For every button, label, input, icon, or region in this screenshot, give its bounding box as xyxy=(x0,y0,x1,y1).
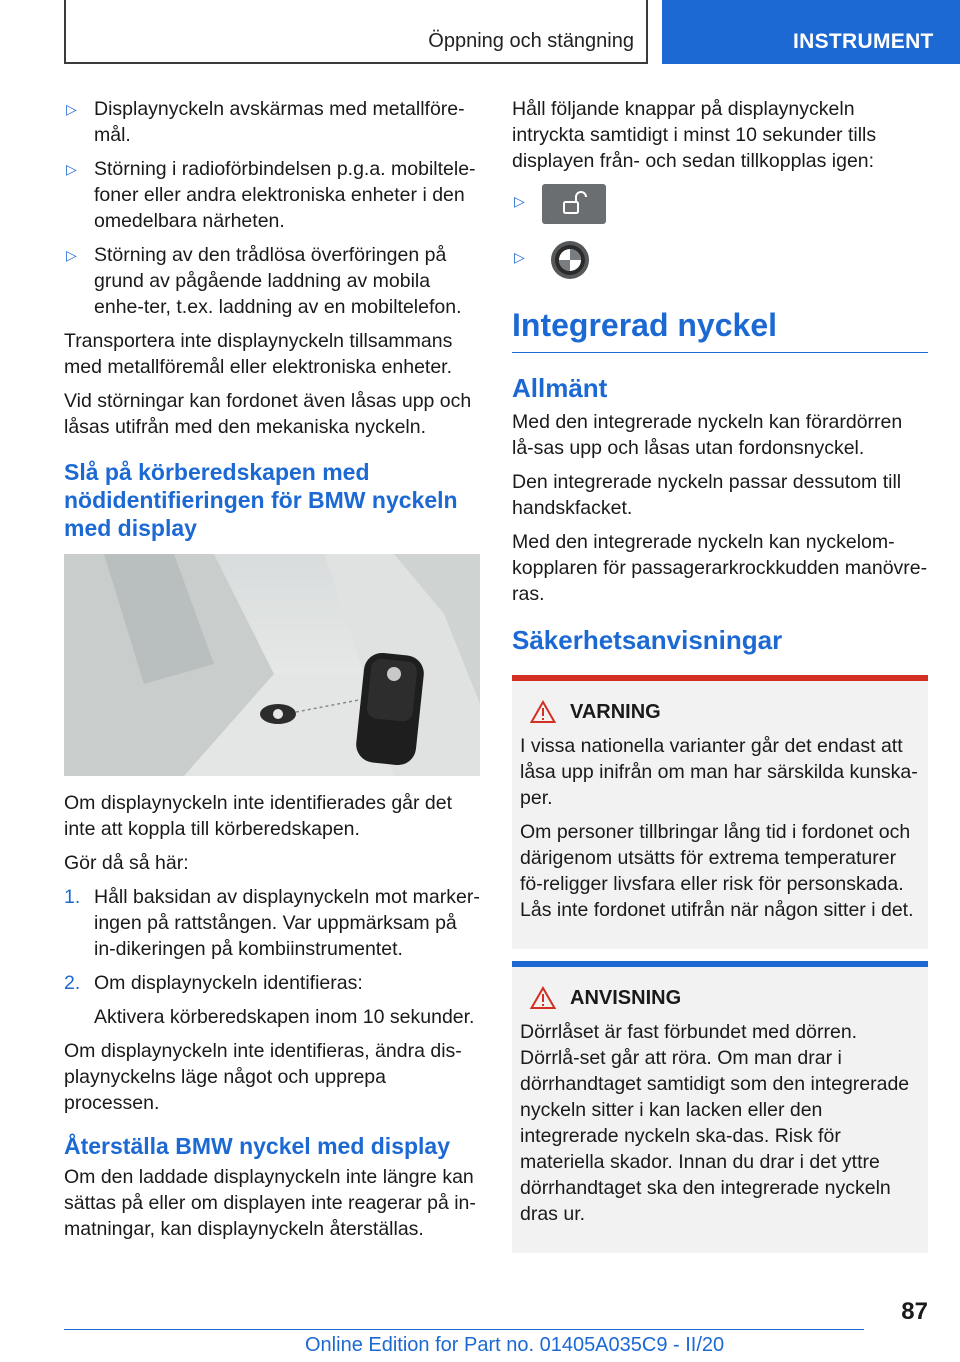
interference-list xyxy=(64,96,480,320)
left-column xyxy=(64,96,480,1250)
list-item: ▷ Displaynyckeln avskärmas med metallföre-mål. xyxy=(66,98,465,146)
paragraph: Med den integrerade nyckeln kan förardörren lå-sas upp och låsas utan fordonsnyckel. xyxy=(512,411,903,459)
triangle-bullet-icon: ▷ xyxy=(514,193,525,209)
paragraph: Med den integrerade nyckeln kan nyckelom-kopplaren för passagerarkrockkudden manövre-ras. xyxy=(512,531,928,605)
triangle-bullet-icon: ▷ xyxy=(66,101,77,117)
header-chapter-tab: INSTRUMENT xyxy=(662,0,960,64)
warning-title: VARNING xyxy=(520,699,920,725)
header-section-title: Öppning och stängning xyxy=(428,30,634,52)
step-number: 1. xyxy=(64,886,81,908)
step-number: 2. xyxy=(64,972,81,994)
paragraph: Vid störningar kan fordonet även låsas upp och låsas utifrån med den mekaniska nyckeln. xyxy=(64,390,472,438)
subsection-heading-general: Allmänt xyxy=(512,373,608,403)
notice-title: ANVISNING xyxy=(520,985,920,1011)
footer-divider xyxy=(64,1329,864,1330)
step-item: 2. Om displaynyckeln identifieras: xyxy=(64,972,363,994)
notice-triangle-icon xyxy=(530,986,556,1010)
procedure-steps xyxy=(64,884,480,996)
paragraph: Transportera inte displaynyckeln tillsammans med metallföremål eller elektroniska enheter. xyxy=(64,330,453,378)
paragraph: Gör då så här: xyxy=(64,852,189,874)
triangle-bullet-icon: ▷ xyxy=(66,247,77,263)
subsection-heading-safety: Säkerhetsanvisningar xyxy=(512,625,783,655)
unlock-button-icon xyxy=(542,184,606,224)
list-item: ▷ Störning i radioförbindelsen p.g.a. mobiltele-foner eller andra elektroniska enheter i den omedelbara närheten. xyxy=(66,158,476,232)
paragraph: Om den laddade displaynyckeln inte längre kan sättas på eller om displayen inte reagerar på in-matningar, kan displaynyckeln återställas. xyxy=(64,1166,476,1240)
triangle-bullet-icon: ▷ xyxy=(66,161,77,177)
triangle-bullet-icon: ▷ xyxy=(514,249,525,265)
notice-text: Dörrlåset är fast förbundet med dörren. Dörrlå-set går att röra. Om man drar i dörrhandtaget samtidigt som den integrerade nyckeln sitter i kan lacken eller den integrerade nyckeln ska-das. Risk för materiella skador. Innan du drar i det yttre dörrhandtaget ska den integrerade nyckeln dras ur. xyxy=(520,1021,910,1225)
footer-edition-text: Online Edition for Part no. 01405A035C9 - II/20 xyxy=(305,1334,725,1356)
warning-text: I vissa nationella varianter går det endast att låsa upp inifrån om man har särskilda kunska-per. xyxy=(520,735,918,809)
warning-box xyxy=(512,675,928,949)
paragraph: Den integrerade nyckeln passar dessutom till handskfacket. xyxy=(512,471,902,519)
bmw-logo-button-icon xyxy=(550,240,590,280)
section-heading-integrated-key: Integrerad nyckel xyxy=(512,306,928,353)
warning-text: Om personer tillbringar lång tid i fordonet och därigenom utsätts för extrema temperaturer fö-religger livsfara eller risk för personskada. Lås inte fordonet utifrån när någon sitter i det. xyxy=(520,821,914,921)
page-number: 87 xyxy=(901,1298,928,1325)
step-item: 1. Håll baksidan av displaynyckeln mot marker-ingen på rattstången. Var uppmärksam på in-dikeringen på kombiinstrumentet. xyxy=(64,886,480,960)
step-substep: Aktivera körberedskapen inom 10 sekunder. xyxy=(94,1006,475,1028)
section-heading-reset: Återställa BMW nyckel med display xyxy=(64,1133,451,1159)
list-item xyxy=(512,184,928,230)
header-frame xyxy=(64,0,648,64)
right-column xyxy=(512,96,928,1253)
list-item: ▷ Störning av den trådlösa överföringen på grund av pågående laddning av mobila enhe-ter, t.ex. laddning av en mobiltelefon. xyxy=(66,244,462,318)
steering-column-key-photo xyxy=(64,554,480,776)
warning-triangle-icon xyxy=(530,700,556,724)
paragraph: Om displaynyckeln inte identifieras, ändra dis-playnyckelns läge något och upprepa processen. xyxy=(64,1040,462,1114)
key-buttons-list xyxy=(512,184,928,286)
section-heading-ready: Slå på körberedskapen med nödidentifieringen för BMW nyckeln med display xyxy=(64,459,458,541)
key-photo-illustration xyxy=(64,554,480,776)
paragraph: Om displaynyckeln inte identifierades går det inte att koppla till körberedskapen. xyxy=(64,792,453,840)
notice-box xyxy=(512,961,928,1253)
list-item xyxy=(512,240,928,286)
paragraph: Håll följande knappar på displaynyckeln intryckta samtidigt i minst 10 sekunder tills displayen från- och sedan tillkopplas igen: xyxy=(512,98,877,172)
